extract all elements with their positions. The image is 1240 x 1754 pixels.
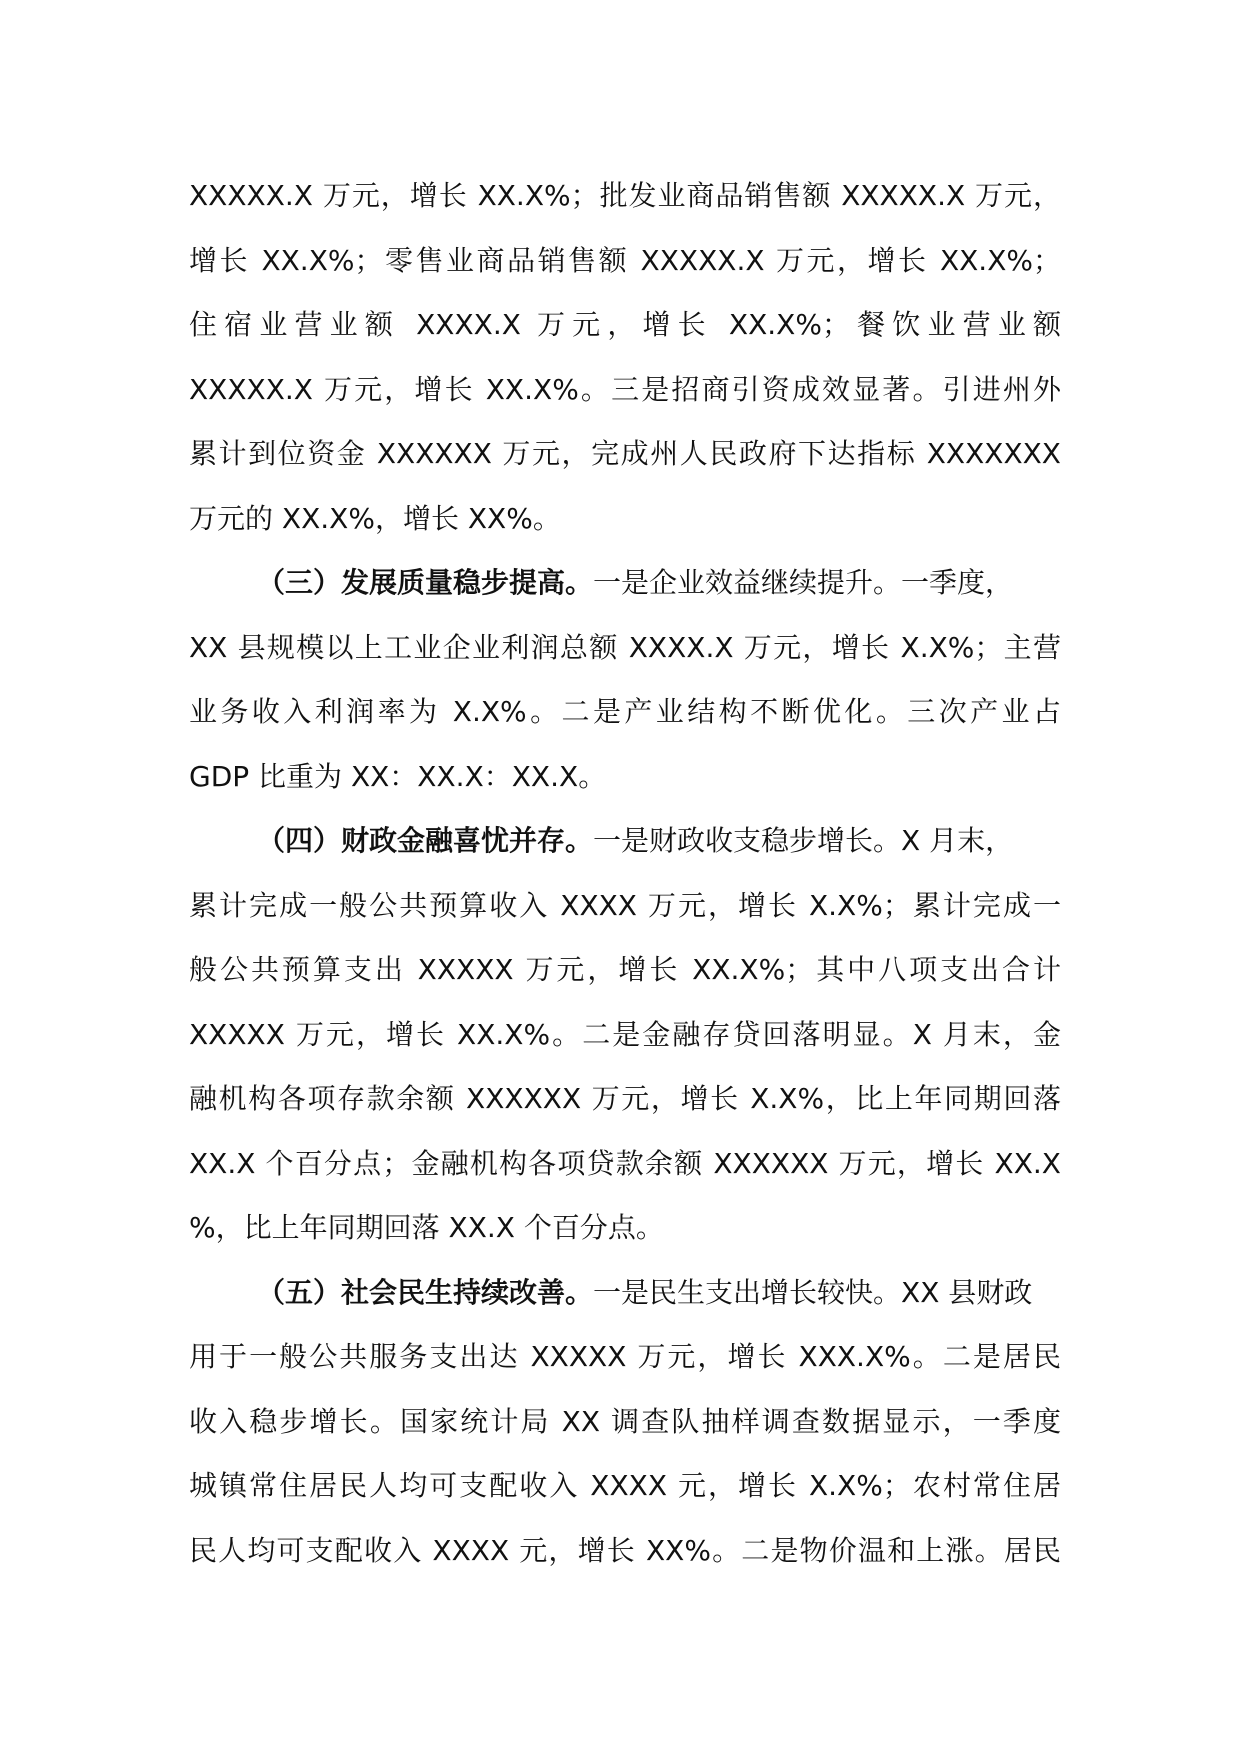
paragraph-commerce-continuation bbox=[189, 164, 1061, 551]
text-line: 累计到位资金 XXXXXX 万元，完成州人民政府下达指标 XXXXXXX bbox=[189, 437, 1061, 470]
text-line: GDP 比重为 XX：XX.X：XX.X。 bbox=[189, 759, 607, 793]
section-heading: （五）社会民生持续改善。 bbox=[257, 1275, 594, 1309]
text-line: XXXXX.X 万元，增长 XX.X%。三是招商引资成效显著。引进州外 bbox=[189, 372, 1061, 406]
section-heading: （四）财政金融喜忧并存。 bbox=[257, 824, 594, 857]
text-line: XXXXX.X 万元，增长 XX.X%；批发业商品销售额 XXXXX.X 万元， bbox=[189, 179, 1061, 212]
text-line: XX.X 个百分点；金融机构各项贷款余额 XXXXXX 万元，增长 XX.X bbox=[189, 1146, 1061, 1180]
text-line bbox=[189, 809, 1061, 874]
text-run: 一是民生支出增长较快。XX 县财政 bbox=[593, 1275, 1033, 1309]
paragraph-finance bbox=[189, 809, 1061, 1261]
text-line bbox=[189, 551, 1061, 616]
document-body bbox=[189, 164, 1061, 1583]
text-line: 民人均可支配收入 XXXX 元，增长 XX%。二是物价温和上涨。居民 bbox=[189, 1533, 1061, 1567]
text-run: 一是财政收支稳步增长。X 月末， bbox=[593, 824, 1014, 857]
text-line: 万元的 XX.X%，增长 XX%。 bbox=[189, 501, 561, 535]
section-heading: （三）发展质量稳步提高。 bbox=[257, 566, 594, 599]
text-line bbox=[189, 1261, 1061, 1326]
text-line: %，比上年同期回落 XX.X 个百分点。 bbox=[189, 1211, 664, 1244]
text-line: 融机构各项存款余额 XXXXXX 万元，增长 X.X%，比上年同期回落 bbox=[189, 1082, 1061, 1115]
text-line: 累计完成一般公共预算收入 XXXX 万元，增长 X.X%；累计完成一 bbox=[189, 888, 1061, 922]
paragraph-livelihood bbox=[189, 1261, 1061, 1584]
text-line: XXXXX 万元，增长 XX.X%。二是金融存贷回落明显。X 月末，金 bbox=[189, 1017, 1061, 1051]
text-line: 用于一般公共服务支出达 XXXXX 万元，增长 XXX.X%。二是居民 bbox=[189, 1340, 1061, 1373]
text-run: 一是企业效益继续提升。一季度， bbox=[593, 566, 1014, 599]
text-line: 业务收入利润率为 X.X%。二是产业结构不断优化。三次产业占 bbox=[189, 695, 1061, 728]
text-line: 住宿业营业额 XXXX.X 万元，增长 XX.X%；餐饮业营业额 bbox=[189, 308, 1061, 341]
text-line: XX 县规模以上工业企业利润总额 XXXX.X 万元，增长 X.X%；主营 bbox=[189, 630, 1061, 664]
text-line: 般公共预算支出 XXXXX 万元，增长 XX.X%；其中八项支出合计 bbox=[189, 953, 1061, 986]
paragraph-development-quality bbox=[189, 551, 1061, 809]
text-line: 增长 XX.X%；零售业商品销售额 XXXXX.X 万元，增长 XX.X%； bbox=[189, 243, 1061, 277]
text-line: 收入稳步增长。国家统计局 XX 调查队抽样调查数据显示，一季度 bbox=[189, 1404, 1061, 1438]
text-line: 城镇常住居民人均可支配收入 XXXX 元，增长 X.X%；农村常住居 bbox=[189, 1469, 1061, 1502]
